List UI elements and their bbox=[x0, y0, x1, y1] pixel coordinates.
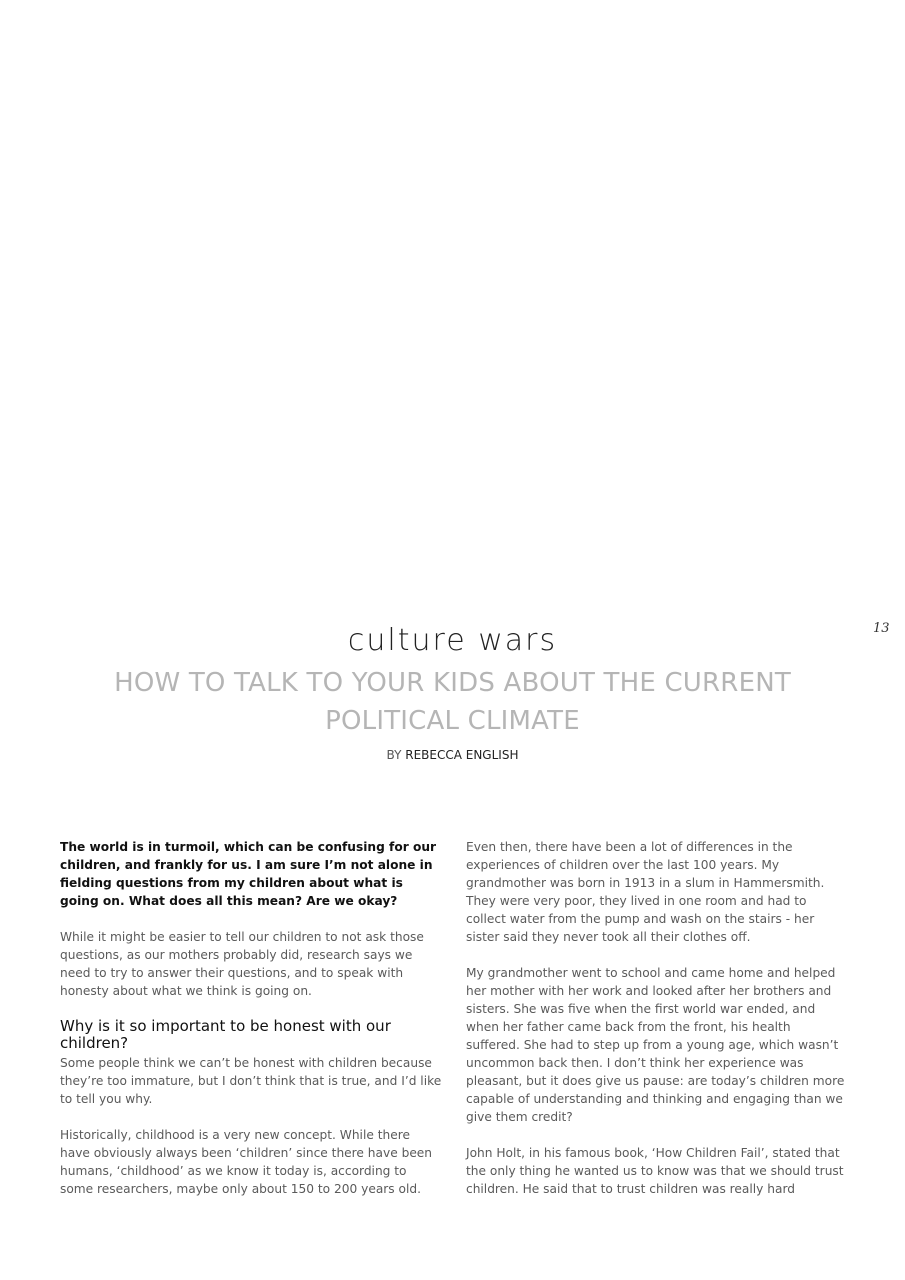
body-paragraph: Historically, childhood is a very new concept. While there have obviously always been ‘children’ since there have been humans, ‘childhood’ as we know it today is, according to some researchers, maybe only about 150 to 200 years old. bbox=[60, 1128, 433, 1196]
body-paragraph: My grandmother went to school and came home and helped her mother with her work and looked after her brothers and sisters. She was five when the first world war ended, and when her father came back from the front, his health suffered. She had to step up from a young age, which wasn’t uncommon back then. I don’t think her experience was pleasant, but it does give us pause: are today’s children more capable of understanding and thinking and engaging than we give them credit? bbox=[466, 966, 845, 1124]
lead-paragraph: The world is in turmoil, which can be confusing for our children, and frankly for us. I am sure I’m not alone in fielding questions from my children about what is going on. What does all this mean? Are we okay? bbox=[60, 840, 437, 908]
body-paragraph: Some people think we can’t be honest with children because they’re too immature, but I don’t think that is true, and I’d like to tell you why. bbox=[60, 1056, 442, 1106]
byline bbox=[0, 748, 905, 762]
body-paragraph: While it might be easier to tell our children to not ask those questions, as our mothers probably did, research says we need to try to answer their questions, and to speak with honesty about what we think is going on. bbox=[60, 930, 424, 998]
right-column bbox=[466, 838, 848, 1198]
body-paragraph: John Holt, in his famous book, ‘How Children Fail’, stated that the only thing he wanted us to know was that we should trust children. He said that to trust children was really hard bbox=[466, 1146, 844, 1196]
article-subtitle: HOW TO TALK TO YOUR KIDS ABOUT THE CURRENT POLITICAL CLIMATE bbox=[114, 668, 791, 736]
section-heading: Why is it so important to be honest with our children? bbox=[60, 1017, 391, 1052]
page-number: 13 bbox=[873, 621, 890, 636]
byline-prefix: BY bbox=[386, 748, 402, 762]
body-paragraph: Even then, there have been a lot of differences in the experiences of children over the last 100 years. My grandmother was born in 1913 in a slum in Hammersmith. They were very poor, they lived in one room and had to collect water from the pump and wash on the stairs - her sister said they never took all their clothes off. bbox=[466, 840, 825, 944]
left-column bbox=[60, 838, 442, 1198]
byline-author: REBECCA ENGLISH bbox=[405, 748, 519, 762]
article-title: culture wars bbox=[347, 623, 558, 658]
